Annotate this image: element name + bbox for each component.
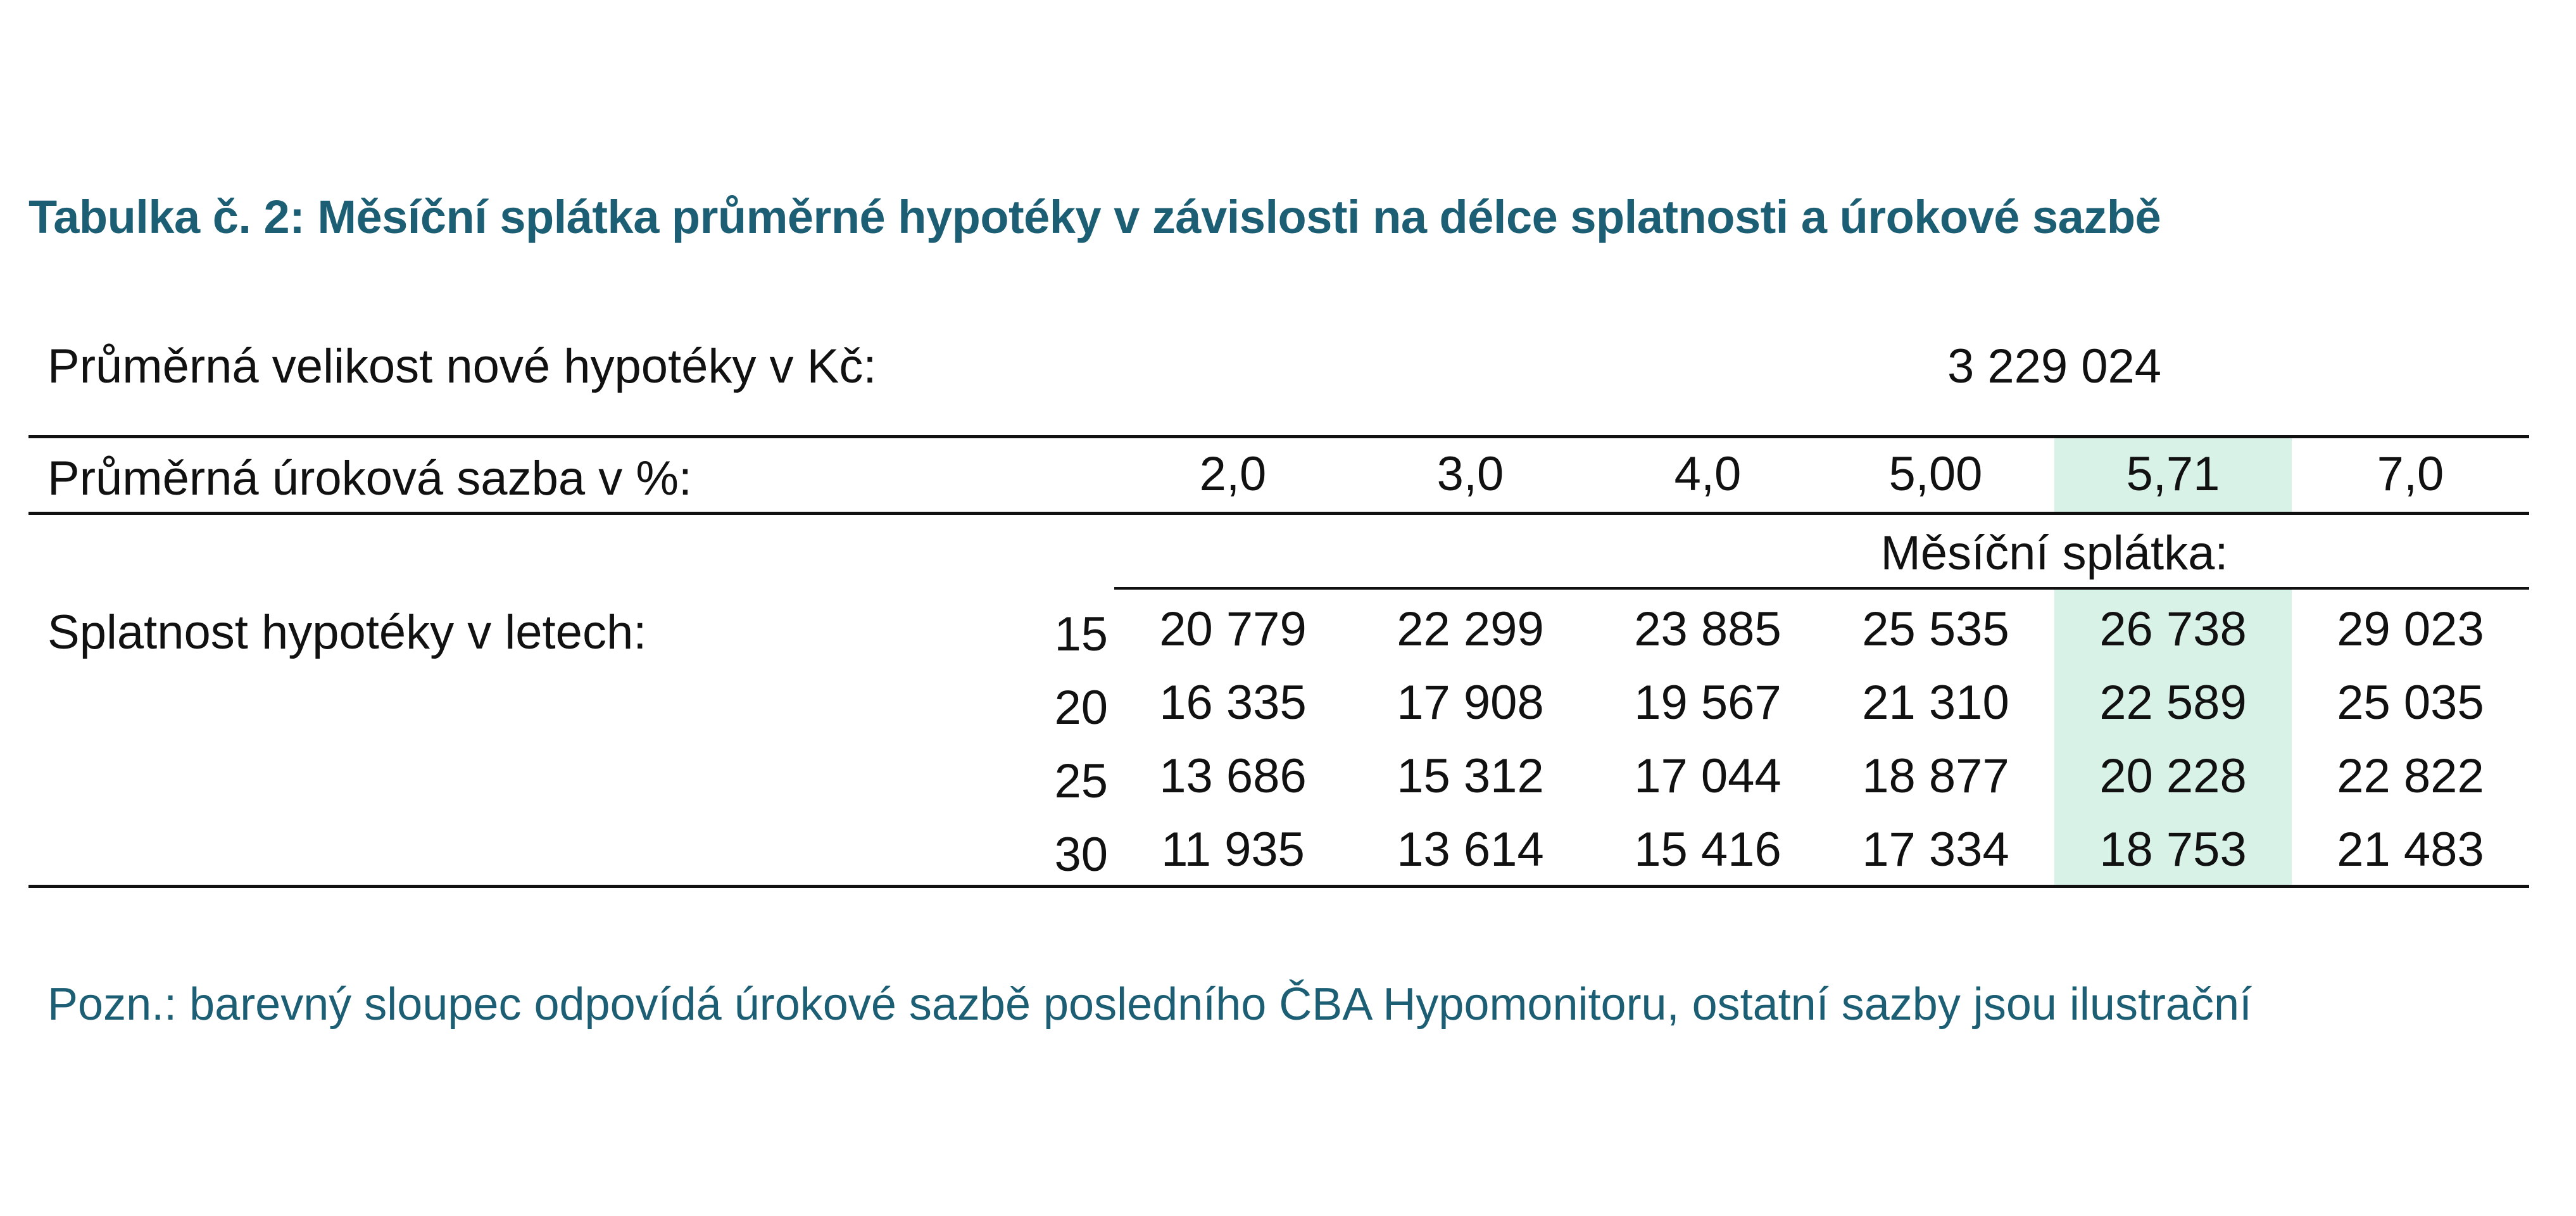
payment-cell: 11 935: [1161, 823, 1305, 877]
payment-cell: 22 299: [1397, 602, 1544, 656]
term-years-cell: 25: [1054, 754, 1108, 808]
payment-cell: 21 483: [2337, 823, 2484, 877]
payment-cell: 18 877: [1862, 749, 2009, 803]
payment-cell: 22 822: [2337, 749, 2484, 803]
payment-cell: 13 686: [1159, 749, 1307, 803]
payment-cell: 29 023: [2337, 602, 2484, 656]
payment-cell: 13 614: [1397, 823, 1544, 877]
term-years-cell: 15: [1054, 607, 1108, 661]
payment-cell: 17 334: [1862, 823, 2009, 877]
payment-cell: 15 312: [1397, 749, 1544, 803]
rate-header-cell: 7,0: [2377, 447, 2444, 501]
table-top-rule: [28, 435, 2529, 438]
payment-cell: 17 044: [1634, 749, 1781, 803]
rate-header-cell: 4,0: [1674, 447, 1742, 501]
payment-cell-highlighted: 18 753: [2099, 823, 2247, 877]
payment-cell-highlighted: 26 738: [2099, 602, 2247, 656]
payment-cell: 25 035: [2337, 676, 2484, 730]
rate-header-cell: 3,0: [1436, 447, 1504, 501]
rate-header-cell-highlighted: 5,71: [2126, 447, 2220, 501]
rate-header-cell: 2,0: [1199, 447, 1267, 501]
payment-cell-highlighted: 20 228: [2099, 749, 2247, 803]
term-years-cell: 30: [1054, 828, 1108, 882]
avg-mortgage-size-label: Průměrná velikost nové hypotéky v Kč:: [47, 339, 877, 393]
payment-cell: 23 885: [1634, 602, 1781, 656]
payment-cell: 20 779: [1159, 602, 1307, 656]
monthly-payment-label: Měsíční splátka:: [1880, 526, 2228, 580]
footnote: Pozn.: barevný sloupec odpovídá úrokové sazbě posledního ČBA Hypomonitoru, ostatní sazby jsou ilustrační: [47, 979, 2252, 1030]
monthly-payment-rule: [1114, 587, 2529, 590]
header-rule: [28, 512, 2529, 515]
table-title: Tabulka č. 2: Měsíční splátka průměrné hypotéky v závislosti na délce splatnosti a úrokové sazbě: [28, 191, 2161, 243]
payment-cell: 25 535: [1862, 602, 2009, 656]
payment-cell: 19 567: [1634, 676, 1781, 730]
payment-cell: 15 416: [1634, 823, 1781, 877]
payment-cell-highlighted: 22 589: [2099, 676, 2247, 730]
term-years-label: Splatnost hypotéky v letech:: [47, 605, 647, 659]
table-bottom-rule: [28, 885, 2529, 888]
avg-rate-label: Průměrná úroková sazba v %:: [47, 452, 693, 505]
term-years-cell: 20: [1054, 681, 1108, 735]
rate-header-cell: 5,00: [1888, 447, 1983, 501]
payment-cell: 16 335: [1159, 676, 1307, 730]
payment-cell: 17 908: [1397, 676, 1544, 730]
payment-cell: 21 310: [1862, 676, 2009, 730]
